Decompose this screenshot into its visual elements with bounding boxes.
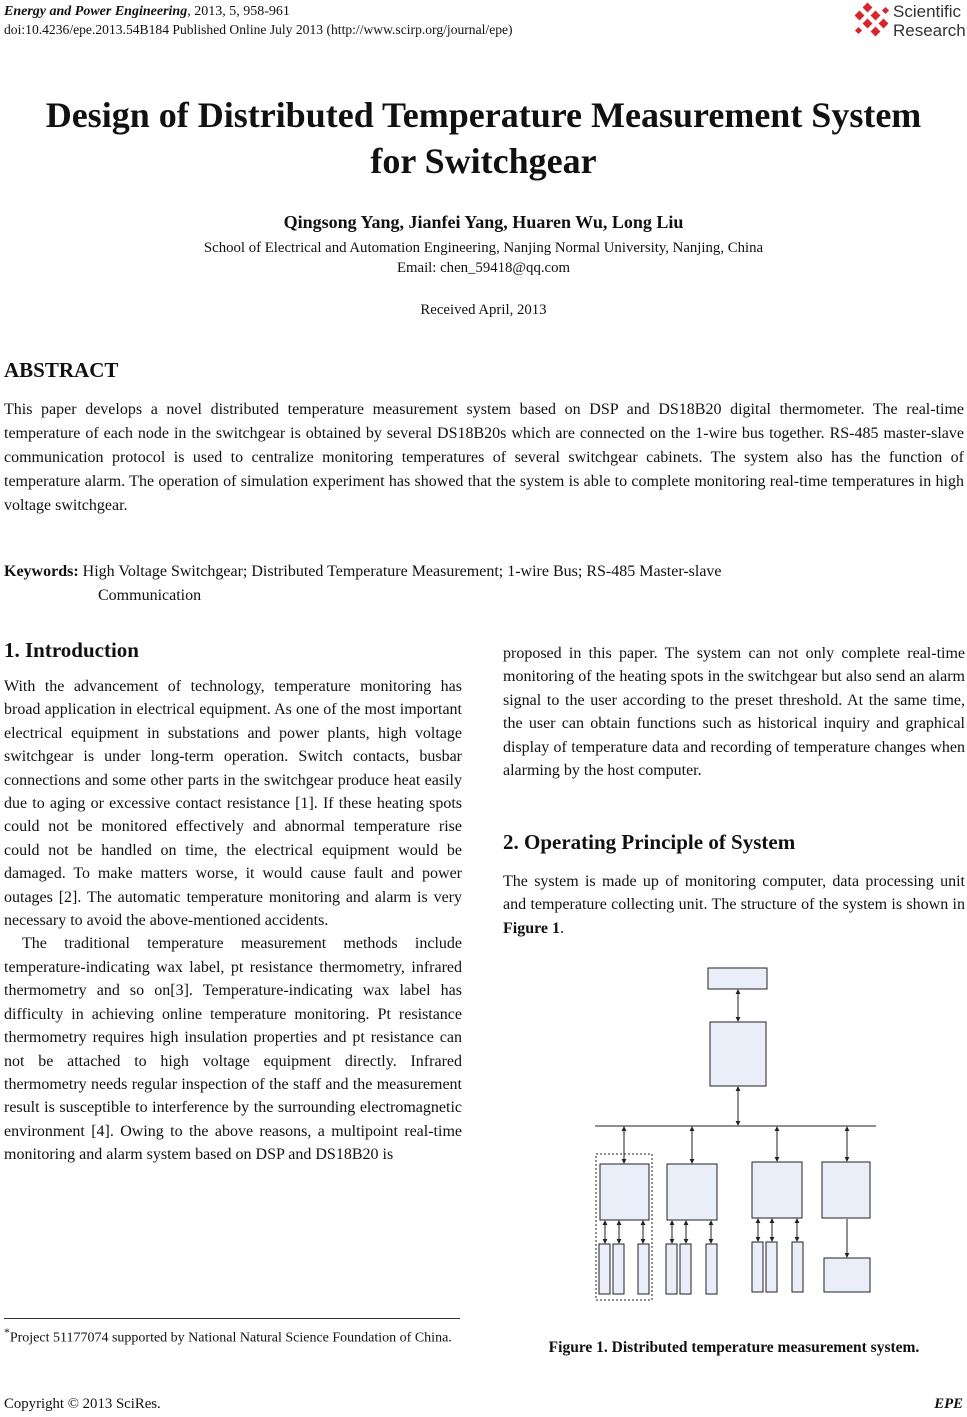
keywords-label: Keywords:: [4, 563, 79, 580]
section-heading-principle: 2. Operating Principle of System: [503, 830, 796, 854]
keywords-line-1: High Voltage Switchgear; Distributed Temperature Measurement; 1-wire Bus; RS-485 Master-slave: [82, 563, 722, 580]
principle-paragraph-1: [503, 870, 965, 940]
principle-text: The system is made up of monitoring computer, data processing unit and temperature collecting unit. The structure of the system is shown in: [503, 873, 965, 914]
author-email: Email: chen_59418@qq.com: [396, 260, 571, 276]
sensor-box: [638, 1244, 649, 1294]
publisher-line-2: Research: [893, 21, 966, 40]
alarm-box: [824, 1258, 870, 1292]
authors: Qingsong Yang, Jianfei Yang, Huaren Wu, Long Liu: [283, 212, 684, 232]
system-structure-diagram: [588, 960, 888, 1310]
footnote-marker: *: [4, 1326, 10, 1339]
affiliation: School of Electrical and Automation Engineering, Nanjing Normal University, Nanjing, China: [203, 240, 764, 256]
left-column: [4, 675, 462, 1167]
section-heading-introduction: 1. Introduction: [4, 638, 139, 662]
intro-paragraph-2: The traditional temperature measurement methods include temperature-indicating wax label, pt resistance thermometry, infrared thermometry and so on[3]. Temperature-indicating wax label has difficulty in achieving online temperature monitoring. Pt resistance thermometry requires high insulation properties and pt resistance can not be attached to high voltage equipment directly. Infrared thermometry needs regular inspection of the staff and the measurement result is susceptible to interference by the surrounding electromagnetic environment [4]. Owing to the above reasons, a multipoint real-time monitoring and alarm system based on DSP and DS18B20 is: [4, 935, 462, 1164]
sensor-box: [613, 1244, 624, 1294]
received-date: Received April, 2013: [420, 302, 547, 318]
figure-reference: Figure 1: [503, 919, 561, 937]
sensor-box: [599, 1244, 610, 1294]
sensor-box: [706, 1244, 717, 1294]
monitoring-computer-box: [708, 968, 767, 989]
journal-abbreviation: EPE: [934, 1396, 963, 1412]
right-column-principle: [503, 870, 965, 940]
doi-line: doi:10.4236/epe.2013.54B184 Published Online July 2013 (http://www.scirp.org/journal/epe): [4, 22, 513, 37]
journal-citation: [4, 4, 290, 20]
copyright: Copyright © 2013 SciRes.: [4, 1396, 161, 1412]
paper-title: [0, 92, 967, 184]
data-processing-unit-box: [710, 1022, 766, 1086]
keywords-line-2: Communication: [98, 587, 202, 604]
keywords: [4, 560, 964, 608]
sensor-box: [666, 1244, 677, 1294]
intro-paragraph-1: With the advancement of technology, temperature monitoring has broad application in electrical equipment. As one of the most important electrical equipment in substations and power plants, high voltage switchgear is under long-term operation. Switch contacts, busbar connections and some other parts in the switchgear produce heat easily due to aging or excessive contact resistance [1]. If these heating spots could not be monitored effectively and abnormal temperature rise could not be handled on time, the electrical equipment would be damaged. To make matters worse, it would cause fault and power outages [2]. The automatic temperature monitoring and alarm is very necessary to avoid the above-mentioned accidents.: [4, 678, 462, 930]
footnote: [4, 1323, 460, 1348]
collecting-unit-box-3: [752, 1162, 802, 1218]
sensor-box: [752, 1242, 763, 1292]
collecting-unit-box-2: [667, 1164, 717, 1220]
journal-name: Energy and Power Engineering: [4, 4, 188, 19]
sensor-box: [680, 1244, 691, 1294]
sensor-box: [766, 1242, 777, 1292]
figure-caption: Figure 1. Distributed temperature measurement system.: [548, 1339, 920, 1356]
sensor-box: [792, 1242, 803, 1292]
principle-text-end: .: [560, 919, 565, 937]
abstract-heading: ABSTRACT: [4, 358, 119, 382]
publisher-name: [893, 2, 966, 40]
collecting-unit-box-4: [822, 1162, 870, 1218]
collecting-unit-box-1: [600, 1164, 649, 1220]
journal-pages: , 2013, 5, 958-961: [187, 4, 290, 19]
abstract-text: This paper develops a novel distributed temperature measurement system based on DSP and DS18B20 digital thermometer. The real-time temperature of each node in the switchgear is obtained by several DS18B20s which are connected on the 1-wire bus together. RS-485 master-slave communication protocol is used to centralize monitoring temperatures of several switchgear cabinets. The system also has the function of temperature alarm. The operation of simulation experiment has showed that the system is able to complete monitoring real-time temperatures in high voltage switchgear.: [4, 401, 964, 514]
intro-paragraph-3: proposed in this paper. The system can not only complete real-time monitoring of the heating spots in the switchgear but also send an alarm signal to the user according to the preset threshold. At the same time, the user can obtain functions such as historical inquiry and graphical display of temperature data and recording of temperature changes when alarming by the host computer.: [503, 645, 965, 780]
footnote-rule: [4, 1318, 460, 1319]
title-line-1: Design of Distributed Temperature Measurement System: [45, 95, 922, 135]
publisher-line-1: Scientific: [893, 2, 962, 21]
right-column-top: [503, 642, 965, 782]
title-line-2: for Switchgear: [370, 141, 597, 181]
footnote-text: Project 51177074 supported by National Natural Science Foundation of China.: [9, 1330, 452, 1346]
